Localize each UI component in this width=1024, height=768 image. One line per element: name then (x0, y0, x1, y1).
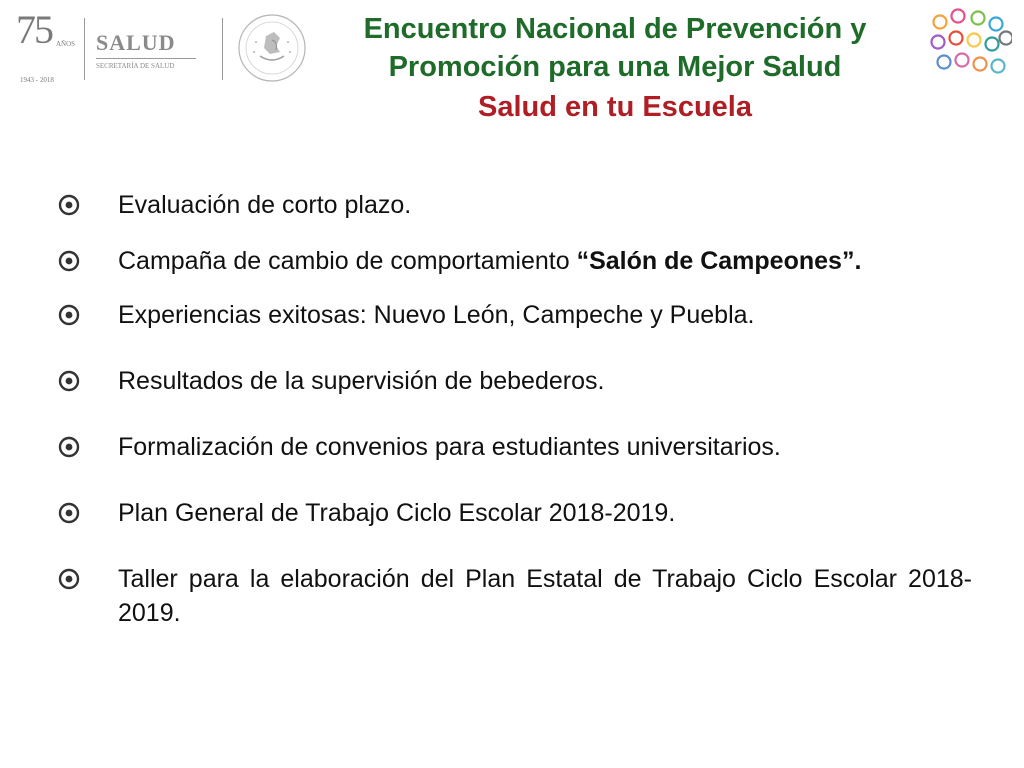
salud-logo-subtitle: SECRETARÍA DE SALUD (96, 62, 175, 70)
bullet-item (58, 430, 972, 464)
ring-mark (956, 54, 969, 67)
bullet-text-bold: “Salón de Campeones”. (576, 247, 862, 275)
bullet-text: Campaña de cambio de comportamiento (118, 247, 577, 275)
seal-icon (236, 12, 308, 84)
ring-mark (1000, 32, 1013, 45)
target-bullet-icon (58, 304, 80, 326)
bullet-text: Taller para la elaboración del Plan Estatal de Trabajo Ciclo Escolar 2018-2019. (118, 565, 972, 627)
ring-mark (972, 12, 985, 25)
ring-mark (938, 56, 951, 69)
bullet-text: Evaluación de corto plazo. (118, 191, 412, 219)
ring-mark (992, 60, 1005, 73)
title-line-2: Promoción para una Mejor Salud (388, 51, 842, 83)
bullet-item (58, 496, 972, 530)
ring-mark (974, 58, 987, 71)
target-bullet-icon (58, 436, 80, 458)
target-bullet-icon (58, 568, 80, 590)
bullet-item (58, 562, 972, 630)
bullet-item (58, 244, 972, 278)
title-subtitle: Salud en tu Escuela (478, 91, 752, 123)
bullet-text: Resultados de la supervisión de bebederos. (118, 367, 605, 395)
bullet-item (58, 364, 972, 398)
bullet-text: Experiencias exitosas: Nuevo León, Campeche y Puebla. (118, 301, 755, 329)
bullet-item (58, 188, 972, 222)
ring-mark (986, 38, 999, 51)
target-bullet-icon (58, 250, 80, 272)
logo-75-anos (16, 7, 76, 88)
divider (222, 18, 223, 80)
salud-logo-word: SALUD (96, 30, 176, 55)
target-bullet-icon (58, 194, 80, 216)
ring-mark (952, 10, 965, 23)
logo-75-number: 75 (16, 7, 52, 52)
slide-title (300, 10, 930, 126)
rings-logo-icon (928, 8, 1012, 88)
salud-logo-rule (96, 58, 196, 59)
target-bullet-icon (58, 370, 80, 392)
bullet-text: Plan General de Trabajo Ciclo Escolar 2018-2019. (118, 499, 676, 527)
ring-mark (968, 34, 981, 47)
logo-75-anos-label: AÑOS (56, 40, 76, 48)
bullet-text: Formalización de convenios para estudiantes universitarios. (118, 433, 781, 461)
bullet-list (58, 188, 972, 630)
logo-75-years: 1943 - 2018 (20, 76, 54, 84)
ring-mark (990, 18, 1003, 31)
ring-mark (950, 32, 963, 45)
target-bullet-icon (58, 502, 80, 524)
ring-mark (934, 16, 947, 29)
bullet-item (58, 298, 972, 332)
ring-mark (932, 36, 945, 49)
salud-logo (96, 30, 206, 70)
divider (84, 18, 85, 80)
title-line-1: Encuentro Nacional de Prevención y (363, 13, 867, 45)
